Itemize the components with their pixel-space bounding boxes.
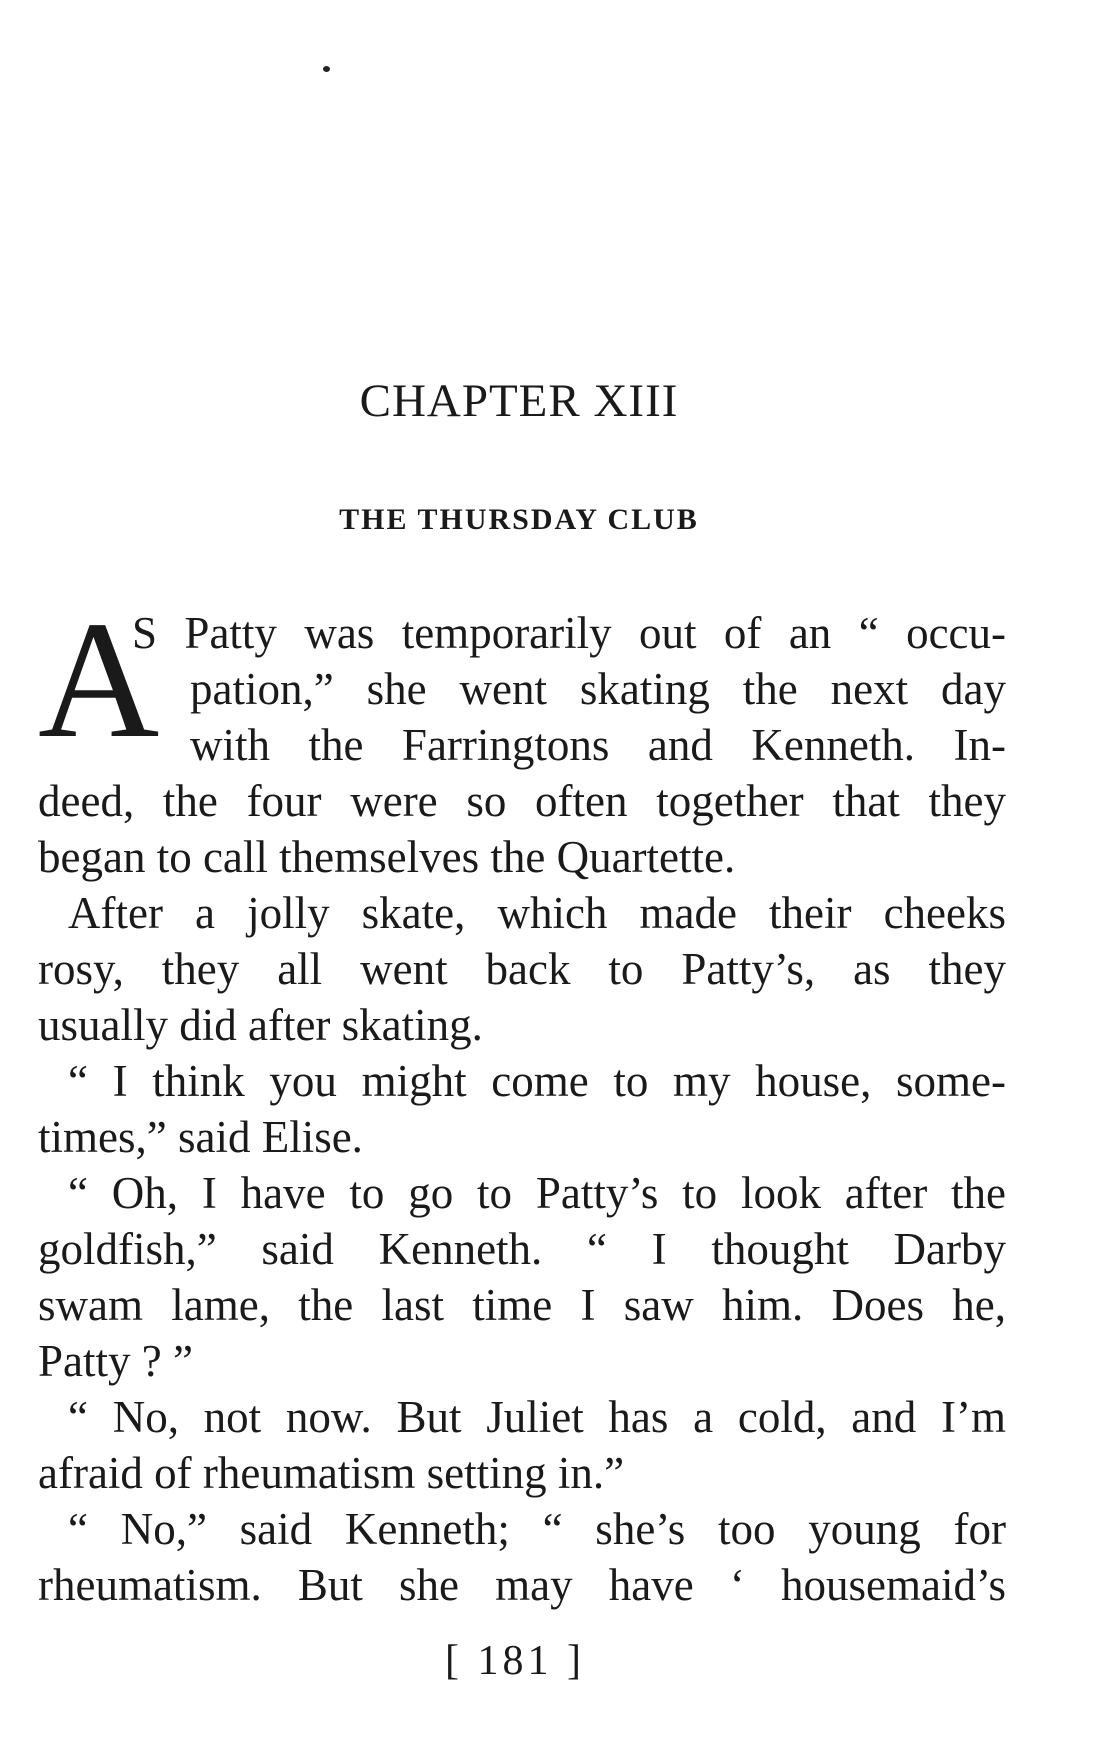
text-line: afraid of rheumatism setting in.” — [38, 1448, 625, 1498]
page-number: [ 181 ] — [445, 1638, 585, 1684]
body-text — [38, 587, 1006, 1613]
drop-cap: A — [38, 587, 160, 773]
text-line: deed, the four were so often together that they — [38, 776, 1006, 826]
text-line: “ Oh, I have to go to Patty’s to look after the — [68, 1168, 1006, 1218]
text-line: “ No, not now. But Juliet has a cold, and I’m — [68, 1392, 1006, 1442]
text-line: times,” said Elise. — [38, 1112, 363, 1162]
text-line: with the Farringtons and Kenneth. In- — [190, 720, 1006, 770]
text-line: “ No,” said Kenneth; “ she’s too young for — [68, 1504, 1006, 1554]
text-line: rheumatism. But she may have ‘ housemaid’s — [38, 1560, 1006, 1610]
text-line: Patty ? ” — [38, 1336, 193, 1386]
text-line: began to call themselves the Quartette. — [38, 832, 736, 882]
opening-paragraph — [38, 587, 1006, 773]
chapter-subtitle: THE THURSDAY CLUB — [339, 503, 699, 536]
text-line: goldfish,” said Kenneth. “ I thought Darby — [38, 1224, 1006, 1274]
text-line: usually did after skating. — [38, 1000, 483, 1050]
text-line: rosy, they all went back to Patty’s, as they — [38, 944, 1006, 994]
text-line: pation,” she went skating the next day — [190, 664, 1006, 714]
dropcap-lines — [132, 605, 1006, 773]
text-line: After a jolly skate, which made their cheeks — [68, 888, 1006, 938]
text-line: S Patty was temporarily out of an “ occu- — [132, 608, 1006, 658]
chapter-title: CHAPTER XIII — [359, 375, 679, 427]
text-line: “ I think you might come to my house, some- — [68, 1056, 1006, 1106]
ink-speck — [323, 66, 330, 72]
text-line: swam lame, the last time I saw him. Does he, — [38, 1280, 1006, 1330]
